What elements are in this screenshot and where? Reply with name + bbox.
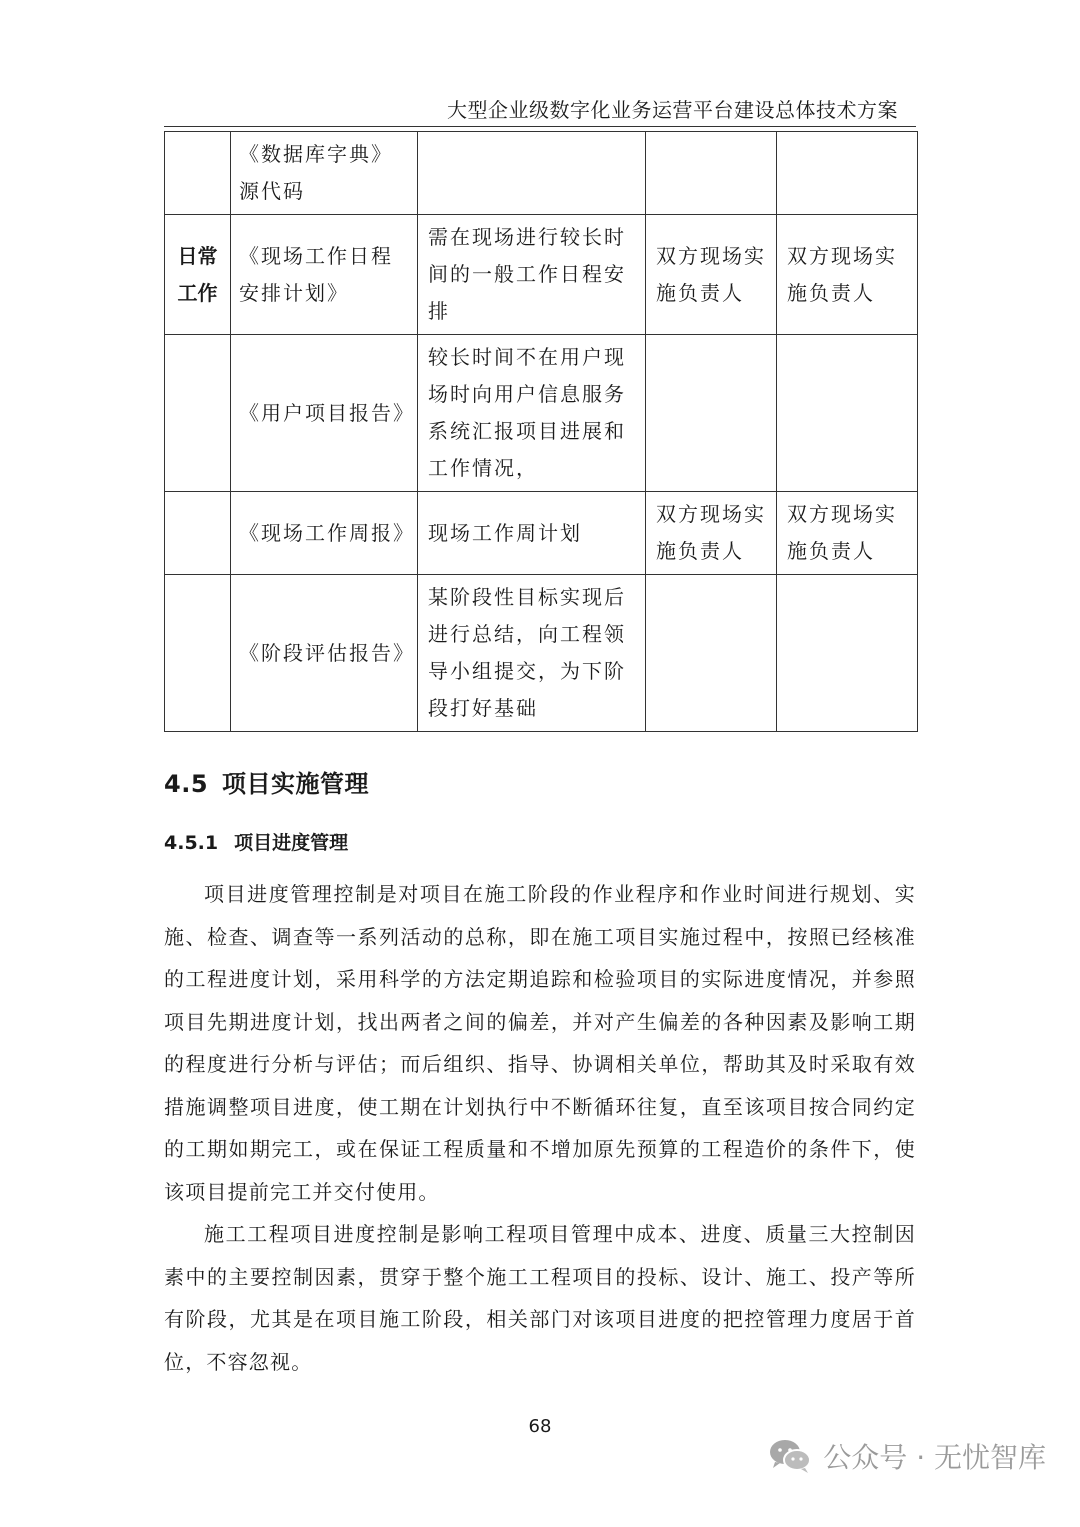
category-cell	[165, 132, 231, 215]
body-paragraph: 施工工程项目进度控制是影响工程项目管理中成本、进度、质量三大控制因素中的主要控制因素，贯穿于整个施工工程项目的投标、设计、施工、投产等所有阶段，尤其是在项目施工阶段，相关部门对该项目进度的把控管理力度居于首位，不容忽视。	[164, 1222, 916, 1374]
table-row	[165, 132, 918, 215]
subsection-heading	[164, 828, 348, 855]
description-cell	[418, 132, 646, 215]
deliverables-table	[164, 131, 918, 732]
category-cell	[165, 575, 231, 732]
wechat-icon	[769, 1438, 811, 1474]
subsection-number: 4.5.1	[164, 832, 219, 854]
responsible-cell	[777, 335, 918, 492]
responsible-cell	[646, 575, 777, 732]
section-title: 项目实施管理	[222, 770, 370, 798]
responsible-cell	[777, 575, 918, 732]
table-row	[165, 492, 918, 575]
description-cell: 需在现场进行较长时间的一般工作日程安排	[418, 215, 646, 335]
page-number: 68	[528, 1416, 552, 1437]
responsible-cell: 双方现场实施负责人	[646, 215, 777, 335]
section-heading	[164, 764, 369, 799]
description-cell: 某阶段性目标实现后进行总结，向工程领导小组提交，为下阶段打好基础	[418, 575, 646, 732]
document-cell: 《现场工作周报》	[231, 492, 418, 575]
document-cell: 《阶段评估报告》	[231, 575, 418, 732]
body-paragraph: 项目进度管理控制是对项目在施工阶段的作业程序和作业时间进行规划、实施、检查、调查等一系列活动的总称，即在施工项目实施过程中，按照已经核准的工程进度计划，采用科学的方法定期追踪和检验项目的实际进度情况，并参照项目先期进度计划，找出两者之间的偏差，并对产生偏差的各种因素及影响工期的程度进行分析与评估；而后组织、指导、协调相关单位，帮助其及时采取有效措施调整项目进度，使工期在计划执行中不断循环往复，直至该项目按合同约定的工期如期完工，或在保证工程质量和不增加原先预算的工程造价的条件下，使该项目提前完工并交付使用。	[164, 882, 916, 1204]
document-cell: 《数据库字典》源代码	[231, 132, 418, 215]
document-cell: 《现场工作日程安排计划》	[231, 215, 418, 335]
header-divider	[164, 126, 916, 127]
document-cell: 《用户项目报告》	[231, 335, 418, 492]
table-row	[165, 335, 918, 492]
watermark	[769, 1436, 1046, 1476]
responsible-cell	[646, 335, 777, 492]
running-header: 大型企业级数字化业务运营平台建设总体技术方案	[447, 98, 898, 122]
section-number: 4.5	[164, 770, 209, 798]
subsection-title: 项目进度管理	[234, 832, 349, 854]
description-cell: 现场工作周计划	[418, 492, 646, 575]
table-row	[165, 215, 918, 335]
watermark-text: 公众号 · 无忧智库	[823, 1441, 1046, 1474]
responsible-cell	[646, 132, 777, 215]
responsible-cell: 双方现场实施负责人	[777, 492, 918, 575]
category-cell	[165, 335, 231, 492]
description-cell: 较长时间不在用户现场时向用户信息服务系统汇报项目进展和工作情况，	[418, 335, 646, 492]
responsible-cell	[777, 132, 918, 215]
table-row	[165, 575, 918, 732]
responsible-cell: 双方现场实施负责人	[646, 492, 777, 575]
responsible-cell: 双方现场实施负责人	[777, 215, 918, 335]
category-cell	[165, 492, 231, 575]
category-cell: 日常工作	[165, 215, 231, 335]
